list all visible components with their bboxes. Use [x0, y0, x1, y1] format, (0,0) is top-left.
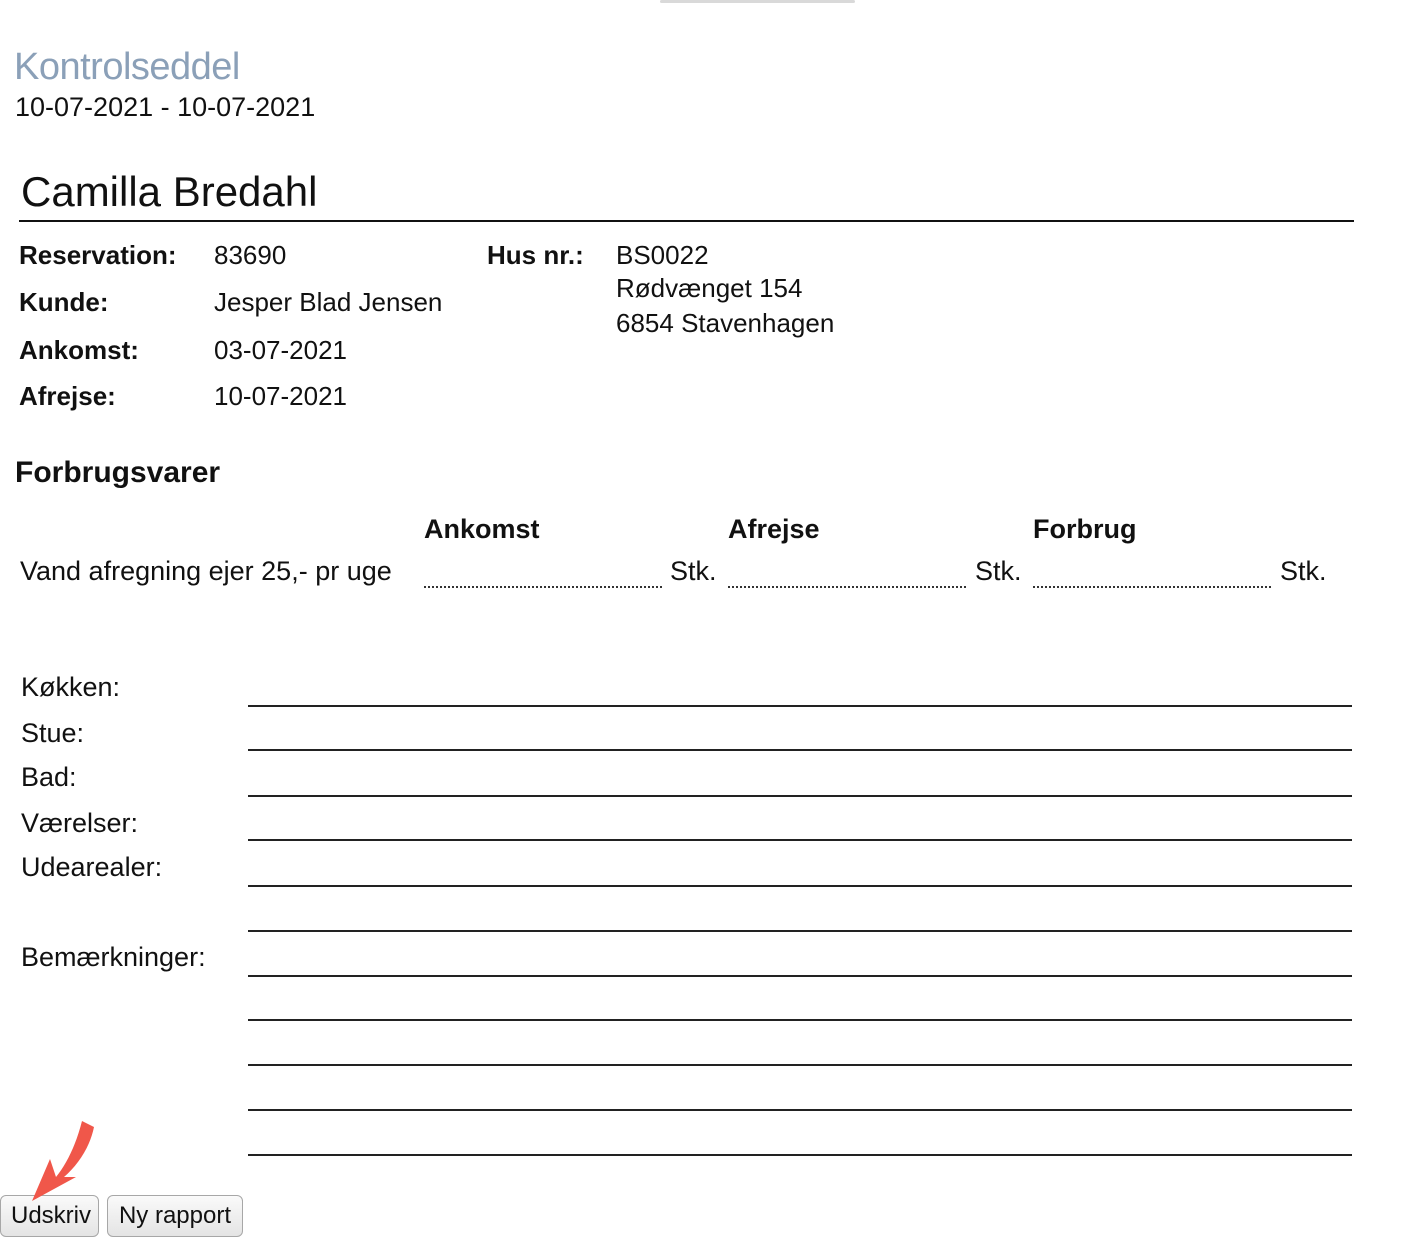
- departure-unit: Stk.: [975, 556, 1022, 586]
- arrival-unit: Stk.: [670, 556, 717, 586]
- document-title: Kontrolseddel: [14, 46, 240, 88]
- window-top-handle: [660, 0, 855, 3]
- customer-label: Kunde:: [19, 287, 109, 317]
- line-remarks-4: [248, 1109, 1352, 1111]
- customer-value: Jesper Blad Jensen: [214, 287, 443, 317]
- consumables-heading: Forbrugsvarer: [15, 456, 221, 489]
- room-label-rooms: Værelser:: [21, 808, 139, 838]
- new-report-button[interactable]: Ny rapport: [107, 1195, 243, 1237]
- room-label-bath: Bad:: [21, 762, 77, 792]
- column-usage: Forbrug: [1033, 514, 1137, 544]
- line-remarks-2: [248, 1019, 1352, 1021]
- room-label-living: Stue:: [21, 718, 85, 748]
- arrival-label: Ankomst:: [19, 335, 139, 365]
- usage-unit: Stk.: [1280, 556, 1327, 586]
- guest-name: Camilla Bredahl: [21, 168, 318, 215]
- print-button[interactable]: Udskriv: [0, 1195, 99, 1237]
- column-arrival: Ankomst: [424, 514, 540, 544]
- departure-blank: [728, 586, 966, 588]
- line-kitchen: [248, 705, 1352, 707]
- annotation-arrow-icon: [20, 1115, 110, 1215]
- line-remarks-3: [248, 1064, 1352, 1066]
- arrival-value: 03-07-2021: [214, 335, 347, 365]
- line-outdoor: [248, 885, 1352, 887]
- arrival-blank: [424, 586, 662, 588]
- line-remarks-1: [248, 975, 1352, 977]
- reservation-label: Reservation:: [19, 240, 177, 270]
- room-label-outdoor: Udearealer:: [21, 852, 163, 882]
- line-remarks-5: [248, 1154, 1352, 1156]
- departure-value: 10-07-2021: [214, 381, 347, 411]
- column-departure: Afrejse: [728, 514, 820, 544]
- address-line-2: 6854 Stavenhagen: [616, 308, 835, 338]
- house-label: Hus nr.:: [487, 240, 584, 270]
- departure-label: Afrejse:: [19, 381, 116, 411]
- usage-blank: [1033, 586, 1271, 588]
- remarks-label: Bemærkninger:: [21, 942, 206, 972]
- line-rooms: [248, 839, 1352, 841]
- name-divider: [19, 220, 1354, 222]
- line-spacer: [248, 930, 1352, 932]
- room-label-kitchen: Køkken:: [21, 672, 121, 702]
- reservation-value: 83690: [214, 240, 287, 270]
- consumable-item: Vand afregning ejer 25,- pr uge: [20, 556, 392, 586]
- line-bath: [248, 795, 1352, 797]
- house-value: BS0022: [616, 240, 709, 270]
- line-living: [248, 749, 1352, 751]
- date-range: 10-07-2021 - 10-07-2021: [15, 92, 316, 122]
- address-line-1: Rødvænget 154: [616, 273, 803, 303]
